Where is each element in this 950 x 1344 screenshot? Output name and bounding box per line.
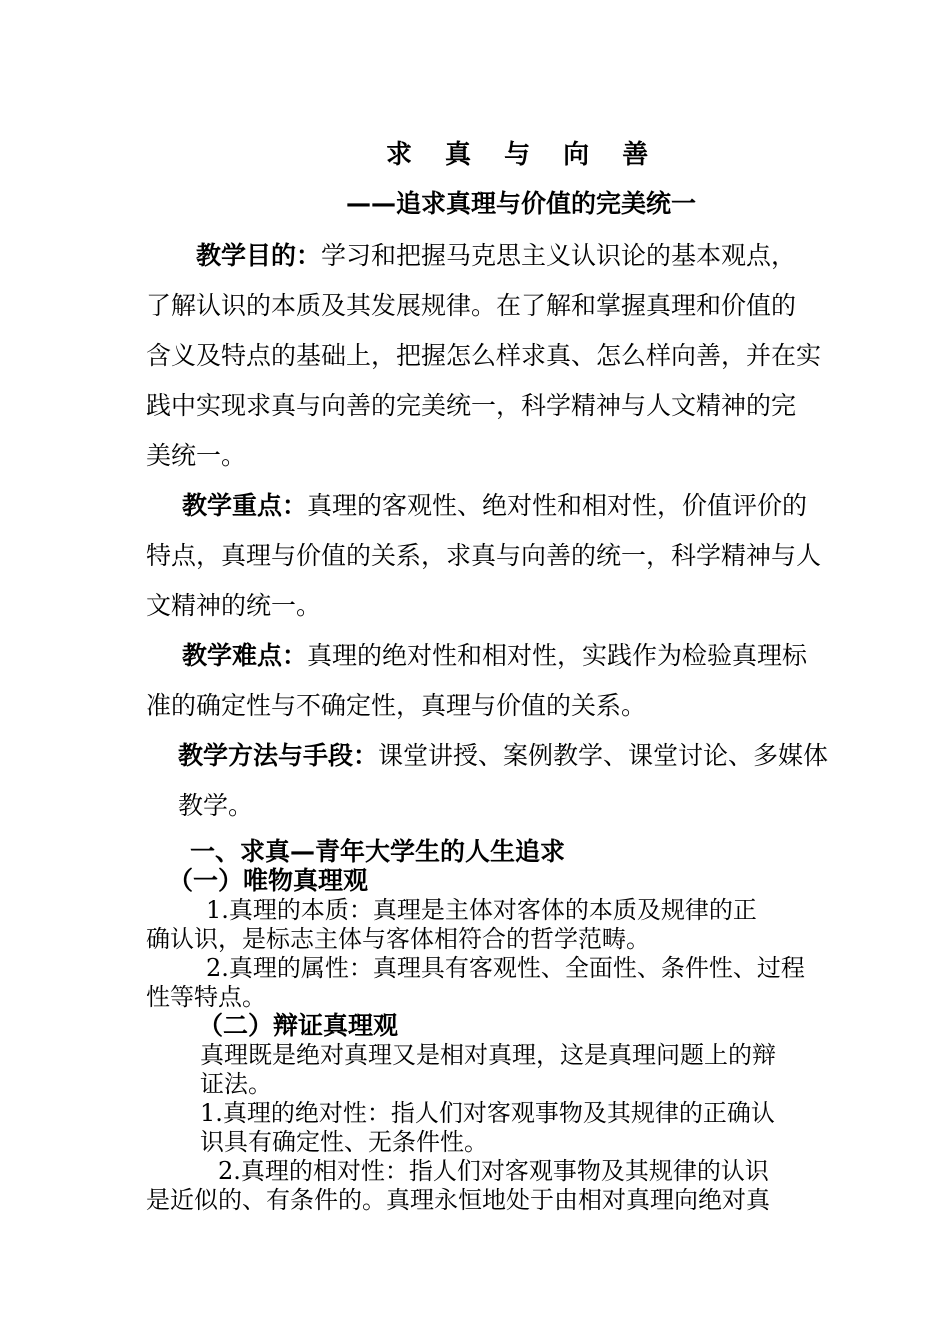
key-points-line-1 — [182, 486, 807, 522]
methods-line-1 — [178, 736, 828, 772]
objective-line-2: 了解认识的本质及其发展规律。在了解和掌握真理和价值的 — [146, 291, 797, 320]
methods-text-1: 课堂讲授、案例教学、课堂讨论、多媒体 — [378, 741, 829, 770]
sub2-line-6: 是近似的、有条件的。真理永恒地处于由相对真理向绝对真 — [146, 1186, 770, 1214]
sub1-line-1: 1.真理的本质：真理是主体对客体的本质及规律的正 — [206, 896, 757, 924]
key-points-text-1: 真理的客观性、绝对性和相对性，价值评价的 — [307, 491, 808, 520]
difficulties-line-1 — [182, 636, 807, 672]
key-points-line-3: 文精神的统一。 — [146, 591, 322, 620]
document-subtitle: ——追求真理与价值的完美统一 — [346, 189, 697, 218]
sub2-line-5: 2.真理的相对性：指人们对客观事物及其规律的认识 — [218, 1157, 769, 1185]
objective-line-1 — [196, 236, 796, 272]
sub2-line-1: 真理既是绝对真理又是相对真理，这是真理问题上的辩 — [200, 1041, 776, 1069]
key-points-line-2: 特点，真理与价值的关系，求真与向善的统一，科学精神与人 — [146, 541, 822, 570]
document-title: 求 真 与 向 善 — [386, 140, 661, 170]
objective-label: 教学目的： — [196, 241, 322, 270]
key-points-label: 教学重点： — [182, 491, 308, 520]
methods-line-2: 教学。 — [178, 791, 254, 820]
objective-line-5: 美统一。 — [146, 441, 247, 470]
methods-label: 教学方法与手段： — [178, 741, 379, 770]
difficulties-line-2: 准的确定性与不确定性，真理与价值的关系。 — [146, 691, 647, 720]
sub2-line-2: 证法。 — [200, 1070, 272, 1098]
sub1-line-2: 确认识，是标志主体与客体相符合的哲学范畴。 — [146, 925, 650, 953]
section1-heading: 一、求真—青年大学生的人生追求 — [190, 837, 566, 866]
sub2-line-3: 1.真理的绝对性：指人们对客观事物及其规律的正确认 — [200, 1099, 775, 1127]
sub2-line-4: 识具有确定性、无条件性。 — [200, 1128, 488, 1156]
sub1-line-3: 2.真理的属性：真理具有客观性、全面性、条件性、过程 — [206, 954, 805, 982]
objective-line-4: 践中实现求真与向善的完美统一，科学精神与人文精神的完 — [146, 391, 797, 420]
difficulties-label: 教学难点： — [182, 641, 308, 670]
section1-sub1-heading: （一）唯物真理观 — [168, 866, 369, 895]
difficulties-text-1: 真理的绝对性和相对性，实践作为检验真理标 — [307, 641, 808, 670]
objective-text-1: 学习和把握马克思主义认识论的基本观点， — [321, 241, 797, 270]
section1-sub2-heading: （二）辩证真理观 — [198, 1011, 399, 1040]
sub1-line-4: 性等特点。 — [146, 983, 266, 1011]
objective-line-3: 含义及特点的基础上，把握怎么样求真、怎么样向善，并在实 — [146, 341, 822, 370]
